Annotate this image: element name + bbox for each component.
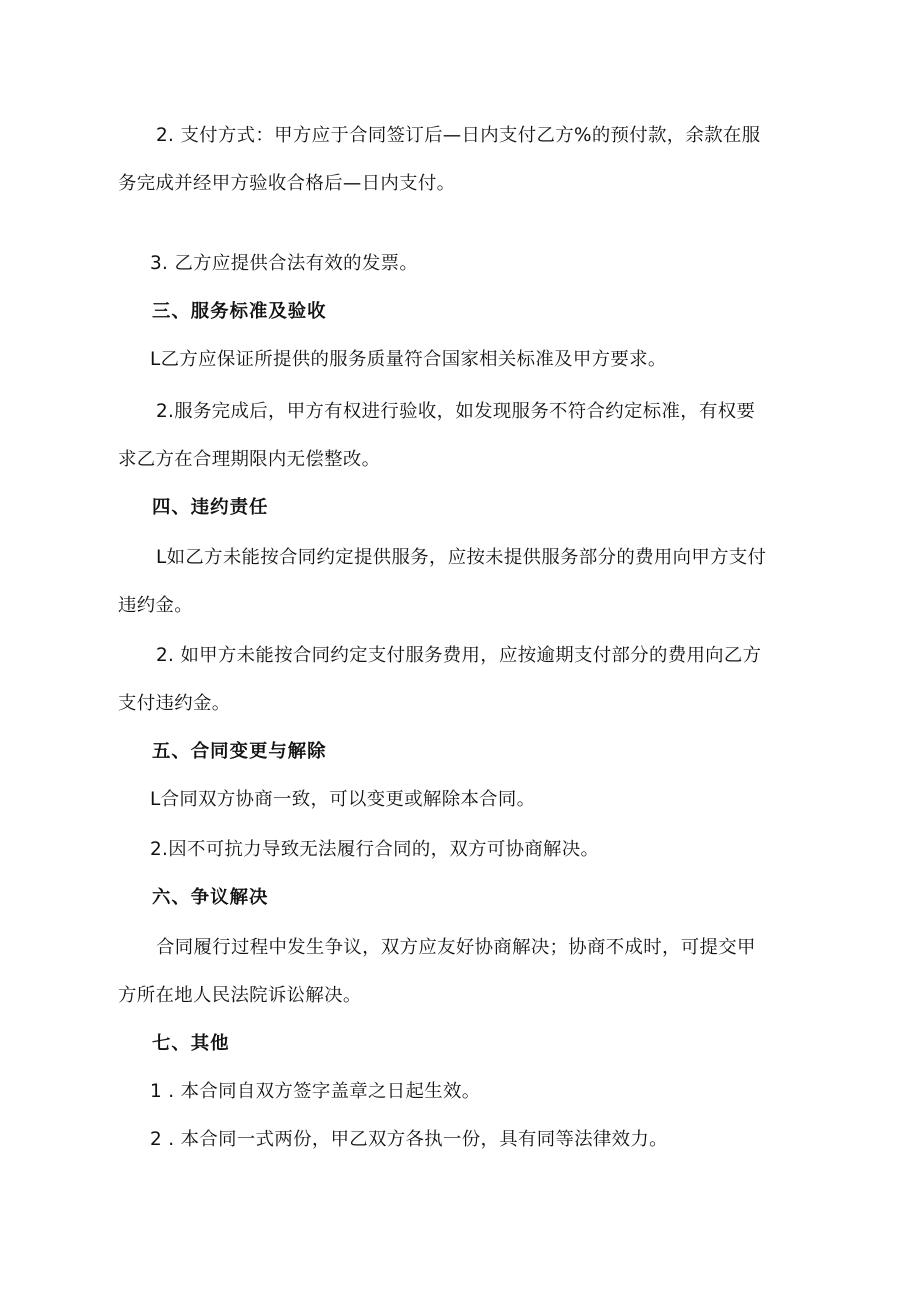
invoice-clause: 3. 乙方应提供合法有效的发票。 (150, 253, 419, 274)
section-heading-dispute: 六、争议解决 (152, 887, 269, 908)
service-standard-item-1: L乙方应保证所提供的服务质量符合国家相关标准及甲方要求。 (150, 349, 667, 370)
section-heading-amendment: 五、合同变更与解除 (152, 741, 327, 762)
dispute-paragraph-line-2: 方所在地人民法院诉讼解决。 (118, 985, 362, 1006)
section-heading-liability: 四、违约责任 (152, 497, 269, 518)
payment-method-line-1: 2. 支付方式：甲方应于合同签订后—日内支付乙方%的预付款，余款在服 (156, 125, 761, 146)
liability-item-2-line-1: 2. 如甲方未能按合同约定支付服务费用，应按逾期支付部分的费用向乙方 (156, 645, 762, 666)
payment-method-line-2: 务完成并经甲方验收合格后—日内支付。 (118, 173, 456, 194)
section-heading-other: 七、其他 (152, 1033, 230, 1054)
other-item-2: 2 . 本合同一式两份，甲乙双方各执一份，具有同等法律效力。 (150, 1129, 668, 1150)
amendment-item-1: L合同双方协商一致，可以变更或解除本合同。 (150, 789, 536, 810)
service-standard-item-2-line-2: 求乙方在合理期限内无偿整改。 (118, 449, 381, 470)
dispute-paragraph-line-1: 合同履行过程中发生争议，双方应友好协商解决；协商不成时，可提交甲 (156, 937, 756, 958)
liability-item-2-line-2: 支付违约金。 (118, 693, 231, 714)
other-item-1: 1 . 本合同自双方签字盖章之日起生效。 (150, 1081, 481, 1102)
amendment-item-2: 2.因不可抗力导致无法履行合同的，双方可协商解决。 (150, 839, 600, 860)
service-standard-item-2-line-1: 2.服务完成后，甲方有权进行验收，如发现服务不符合约定标准，有权要 (156, 401, 756, 422)
liability-item-1-line-2: 违约金。 (118, 595, 193, 616)
liability-item-1-line-1: L如乙方未能按合同约定提供服务，应按未提供服务部分的费用向甲方支付 (156, 547, 767, 568)
section-heading-service-standards: 三、服务标准及验收 (152, 301, 327, 322)
